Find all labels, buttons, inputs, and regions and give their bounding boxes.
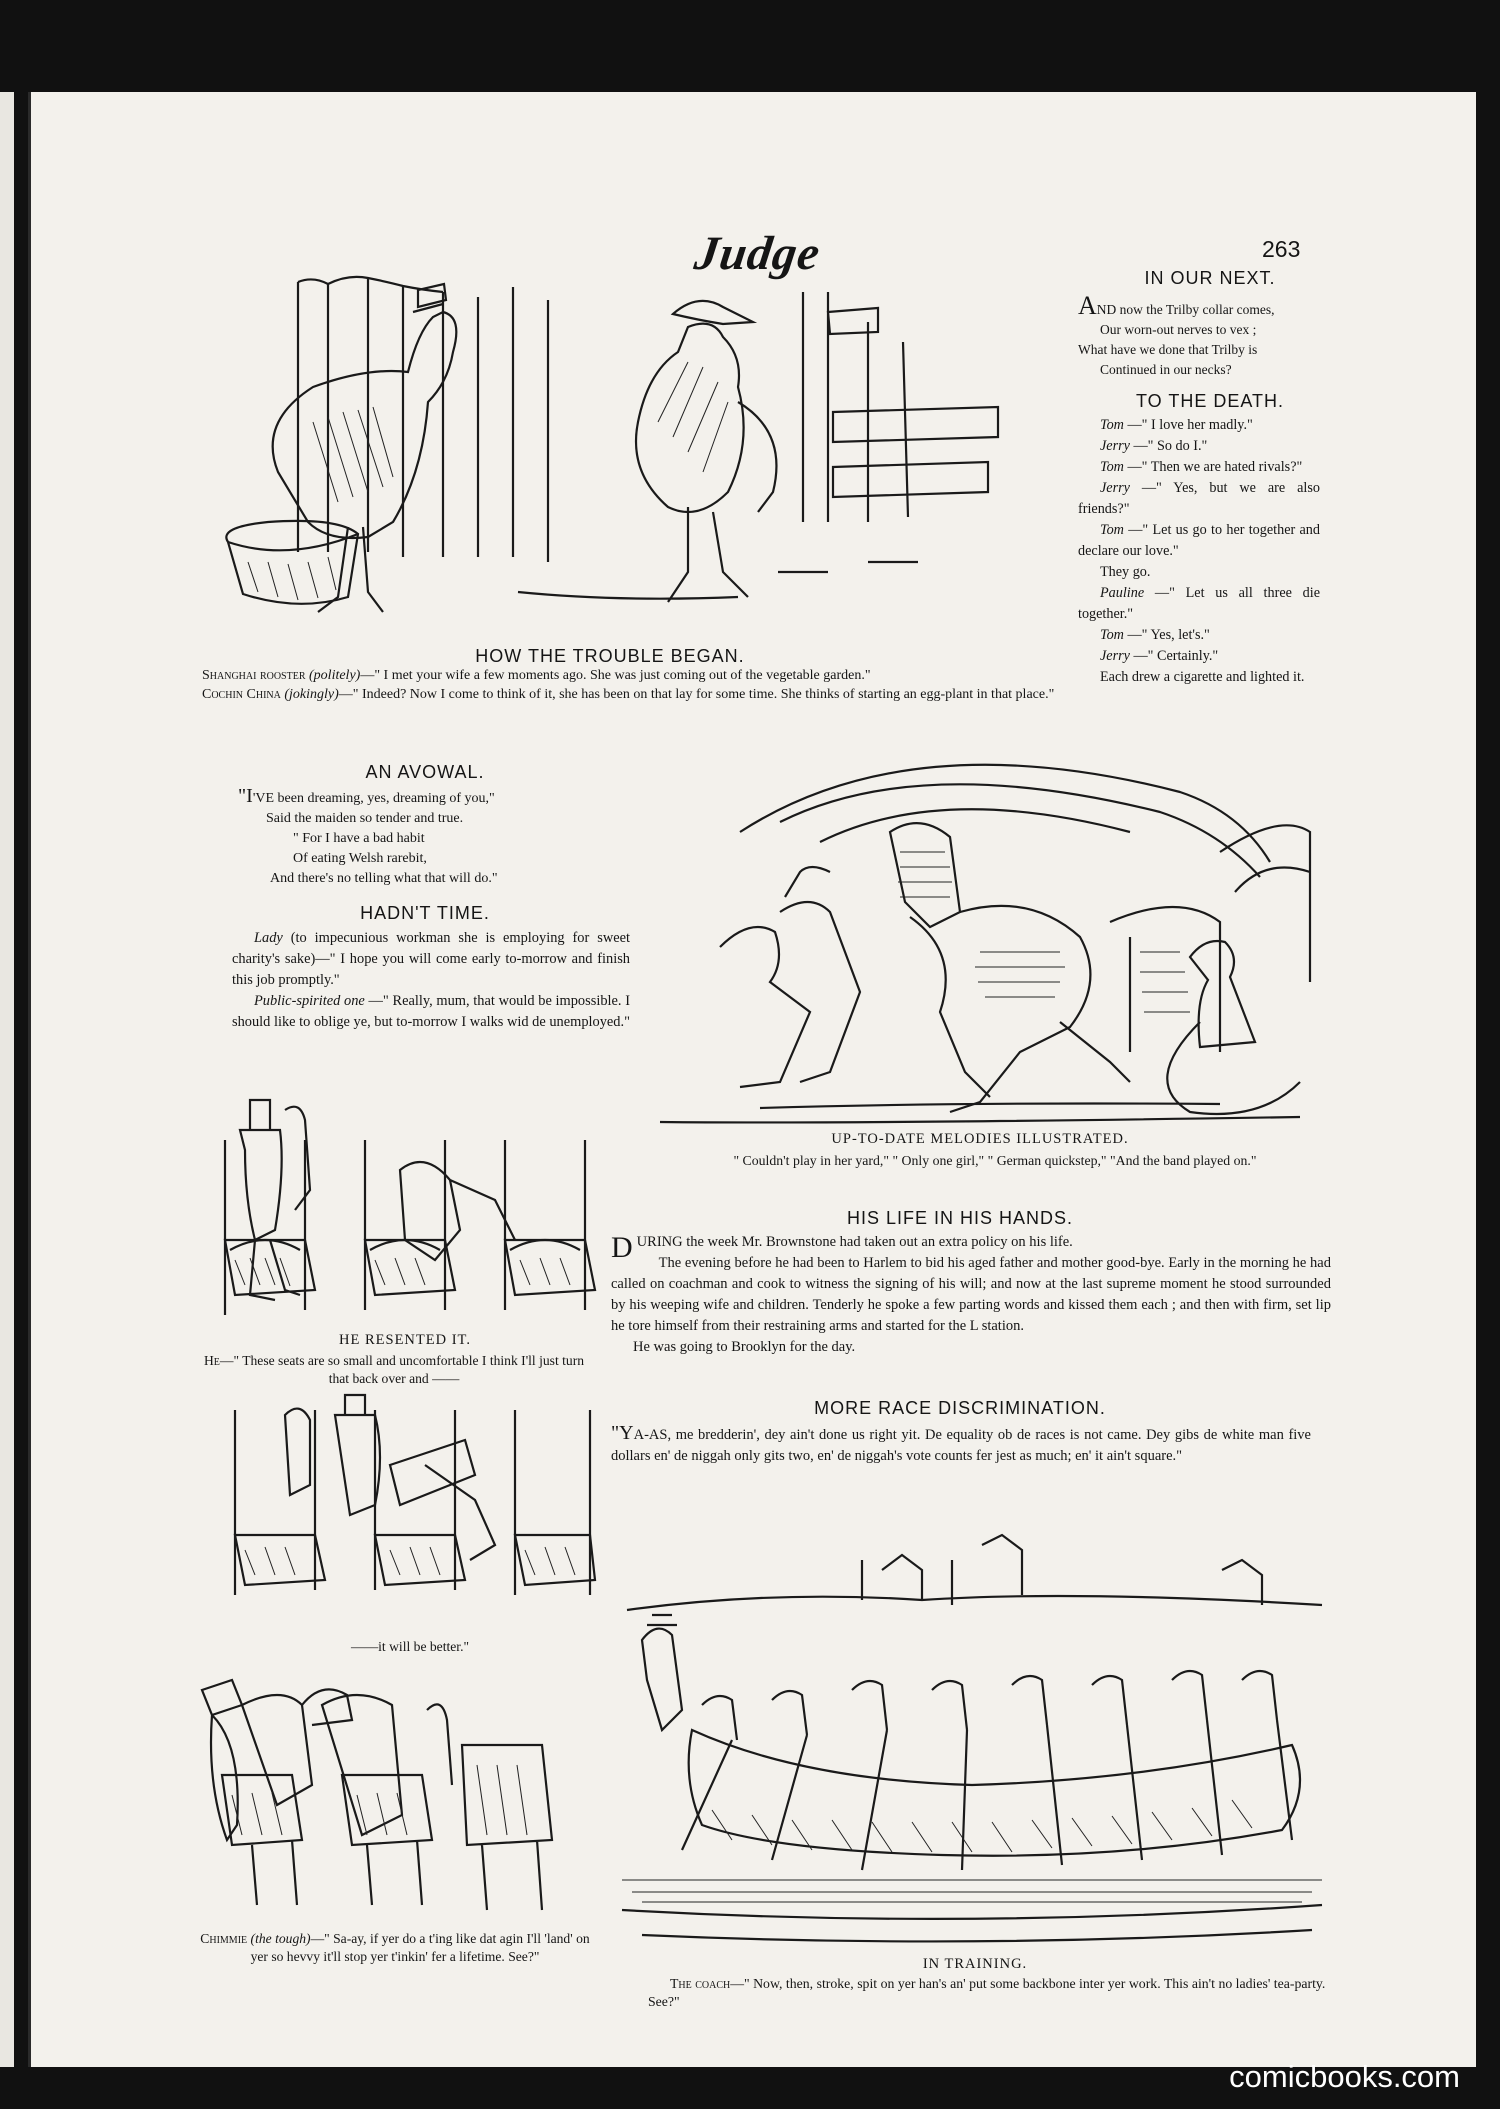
death-line: —" Yes, but we are also friends?" (1078, 480, 1320, 517)
in-our-next-verse (1078, 291, 1348, 380)
death-speaker: Jerry (1100, 480, 1130, 496)
race-text: A-AS, me bredderin', dey ain't done us right yit. De equality ob de races is not came. Dey gibs de white man five dollars en' de niggah only gits two, en' de niggah's vote counts fer jest as much; en' it ain't square." (611, 1427, 1311, 1464)
death-speaker: Pauline (1100, 585, 1145, 601)
in-our-next-line-4: Continued in our necks? (1100, 362, 1232, 377)
to-the-death-body (1078, 415, 1320, 688)
training-title: IN TRAINING. (922, 1956, 1028, 1972)
to-the-death-title: TO THE DEATH. (1135, 391, 1285, 411)
hadnt-line-2: —" Really, mum, that would be impossible. I should like to oblige ye, but to-morrow I walks wid de unemployed." (232, 993, 630, 1030)
death-speaker: Tom (1100, 522, 1124, 538)
avowal-verse (238, 786, 638, 889)
hadnt-speaker-1: Lady (254, 930, 283, 946)
death-line: —" Certainly." (1129, 648, 1219, 664)
death-line: —" I love her madly." (1123, 417, 1253, 433)
death-speaker: Tom (1100, 417, 1124, 433)
band-illustration (660, 752, 1310, 1130)
in-our-next-line-1: ND now the Trilby collar comes, (1096, 302, 1275, 317)
race-body (611, 1423, 1311, 1467)
chimmie-manner: (the tough) (250, 1931, 311, 1946)
death-speaker: Jerry (1100, 438, 1130, 454)
avowal-line-1: 'VE been dreaming, yes, dreaming of you," (252, 791, 495, 806)
resented-line (198, 1352, 590, 1388)
watermark-footer: comicbooks.com (1229, 2059, 1460, 2094)
resented-title: HE RESENTED IT. (339, 1332, 471, 1348)
his-life-p1: URING the week Mr. Brownstone had taken out an extra policy on his life. (636, 1234, 1073, 1250)
his-life-title: HIS LIFE IN HIS HANDS. (846, 1208, 1074, 1228)
avowal-line-2: Said the maiden so tender and true. (266, 811, 464, 826)
resented-line-2: ——it will be better." (350, 1639, 470, 1654)
training-dialogue: —" Now, then, stroke, spit on yer han's an' put some backbone inter yer work. This ain't no ladies' tea-party. See?" (648, 1976, 1326, 2009)
trouble-manner-1: (politely) (309, 668, 361, 683)
death-line: —" So do I." (1129, 438, 1208, 454)
race-title: MORE RACE DISCRIMINATION. (814, 1398, 1106, 1418)
train-seat-illustration (205, 1090, 605, 1330)
rooster-illustration (218, 272, 1058, 642)
train-seat-illustration (182, 1665, 562, 1920)
left-page-edge (0, 92, 14, 2067)
death-line: They go. (1100, 564, 1151, 580)
avowal-line-4: Of eating Welsh rarebit, (293, 851, 427, 866)
chimmie-line (200, 1930, 590, 1966)
trouble-line-2: —" Indeed? Now I come to think of it, she has been on that lay for some time. She thinks of starting an egg-plant in that place." (338, 687, 1055, 702)
his-life-body (611, 1232, 1331, 1358)
death-speaker: Jerry (1100, 648, 1130, 664)
training-speaker: The coach (670, 1976, 731, 1991)
trouble-line-1: —" I met your wife a few moments ago. She was just coming out of the vegetable garden." (360, 668, 871, 683)
in-our-next-initial: A (1078, 291, 1097, 320)
hadnt-line-1: (to impecunious workman she is employing for sweet charity's sake)—" I hope you will come early to-morrow and finish this job promptly." (232, 930, 630, 988)
chimmie-dialogue: —" Sa-ay, if yer do a t'ing like dat agin I'll 'land' on yer so hevvy it'll stop yer t'inkin' fer a lifetime. See?" (250, 1931, 590, 1964)
melodies-caption: " Couldn't play in her yard," " Only one girl," " German quickstep," "And the band played on." (733, 1153, 1257, 1168)
page-number: 263 (1262, 236, 1301, 262)
in-our-next-line-3: What have we done that Trilby is (1078, 342, 1258, 357)
trouble-manner-2: (jokingly) (284, 687, 339, 702)
death-speaker: Tom (1100, 627, 1124, 643)
death-speaker: Tom (1100, 459, 1124, 475)
avowal-title: AN AVOWAL. (365, 762, 485, 782)
trouble-speaker-2: Cochin China (202, 687, 281, 702)
avowal-initial: "I (238, 785, 253, 807)
trouble-title: HOW THE TROUBLE BEGAN. (475, 646, 745, 666)
death-line: —" Let us all three die together." (1078, 585, 1320, 622)
training-caption (648, 1975, 1338, 2011)
hadnt-speaker-2: Public-spirited one (254, 993, 365, 1009)
rowing-illustration (622, 1530, 1332, 1950)
chimmie-speaker: Chimmie (200, 1931, 248, 1946)
avowal-line-3: " For I have a bad habit (293, 831, 425, 846)
death-line: —" Let us go to her together and declare our love." (1078, 522, 1320, 559)
trouble-speaker-1: Shanghai rooster (202, 668, 306, 683)
hadnt-time-title: HADN'T TIME. (360, 903, 490, 923)
melodies-title: UP-TO-DATE MELODIES ILLUSTRATED. (831, 1131, 1129, 1147)
his-life-initial: D (611, 1231, 633, 1264)
train-seat-illustration (225, 1395, 595, 1630)
his-life-p2: The evening before he had been to Harlem to bid his aged father and mother good-bye. Early in the morning he had called on coachman and cook to witness the signing of his will; and now at the last supreme moment he stood surrounded by his weeping wife and children. Tenderly he spoke a few parting words and kissed them each ; and then with firm, set lip he tore himself from their restraining arms and started for the L station. (611, 1255, 1331, 1334)
race-initial: "Y (611, 1422, 634, 1444)
masthead: Judge (691, 227, 824, 280)
trouble-dialogue (180, 666, 1058, 704)
resented-speaker: He (203, 1353, 220, 1368)
hadnt-time-body (232, 928, 630, 1033)
death-line: —" Yes, let's." (1123, 627, 1210, 643)
in-our-next-line-2: Our worn-out nerves to vex ; (1100, 322, 1257, 337)
avowal-line-5: And there's no telling what that will do." (270, 871, 498, 886)
resented-dialogue: —" These seats are so small and uncomfortable I think I'll just turn that back over and —— (219, 1353, 585, 1386)
death-line: —" Then we are hated rivals?" (1123, 459, 1303, 475)
his-life-p3: He was going to Brooklyn for the day. (633, 1339, 856, 1355)
death-line: Each drew a cigarette and lighted it. (1100, 669, 1305, 685)
in-our-next-title: IN OUR NEXT. (1144, 268, 1276, 288)
